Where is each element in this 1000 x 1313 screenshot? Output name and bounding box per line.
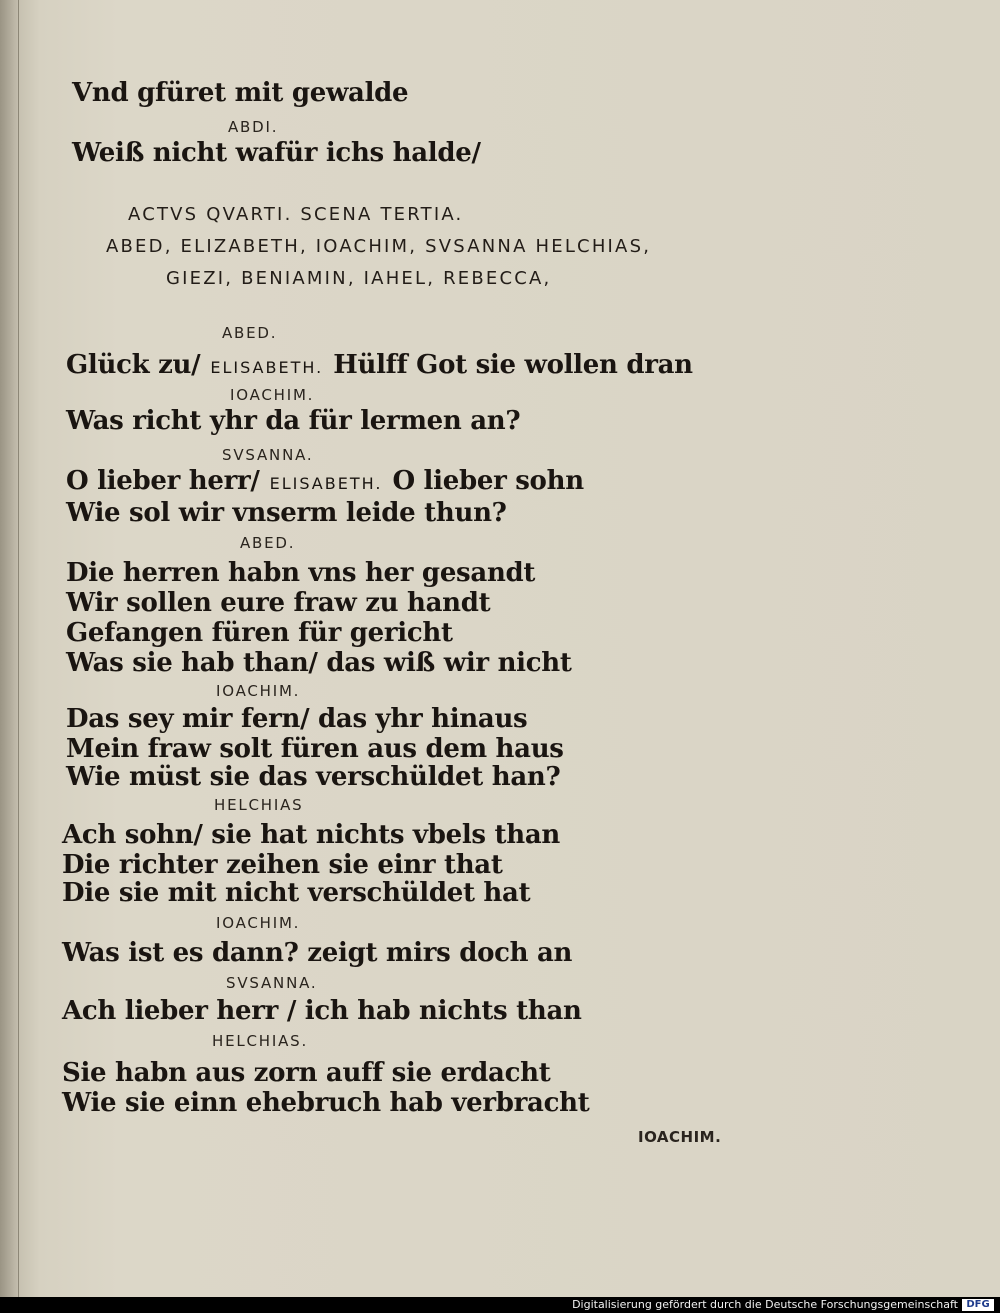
speaker-label: SVSANNA. xyxy=(226,974,318,992)
verse-line: Wie sie einn ehebruch hab verbracht xyxy=(62,1088,590,1118)
verse-text: O lieber sohn xyxy=(392,466,584,496)
verse-text: Glück zu/ xyxy=(66,350,201,380)
verse-line: Vnd gfüret mit gewalde xyxy=(72,78,409,108)
verse-line: Ach sohn/ sie hat nichts vbels than xyxy=(62,820,560,850)
page-gutter xyxy=(0,0,19,1297)
catchword: IOACHIM. xyxy=(638,1128,722,1146)
verse-line: Was sie hab than/ das wiß wir nicht xyxy=(66,648,572,678)
verse-line: Weiß nicht wafür ichs halde/ xyxy=(72,138,481,168)
verse-line xyxy=(66,466,584,496)
verse-line: Was richt yhr da für lermen an? xyxy=(66,406,521,436)
verse-line: Die richter zeihen sie einr that xyxy=(62,850,503,880)
speaker-label: ABDI. xyxy=(228,118,279,136)
speaker-label: ABED. xyxy=(222,324,278,342)
verse-line xyxy=(66,350,693,380)
speaker-label: HELCHIAS xyxy=(214,796,304,814)
verse-text: O lieber herr/ xyxy=(66,466,260,496)
speaker-label: HELCHIAS. xyxy=(212,1032,309,1050)
verse-line: Das sey mir fern/ das yhr hinaus xyxy=(66,704,528,734)
dfg-logo-icon: DFG xyxy=(962,1299,994,1311)
verse-line: Ach lieber herr / ich hab nichts than xyxy=(62,996,582,1026)
funding-credit: Digitalisierung gefördert durch die Deutsche Forschungsgemeinschaft xyxy=(572,1298,958,1311)
verse-line: Was ist es dann? zeigt mirs doch an xyxy=(62,938,573,968)
verse-line: Die sie mit nicht verschüldet hat xyxy=(62,878,531,908)
verse-line: Die herren habn vns her gesandt xyxy=(66,558,536,588)
speaker-label: IOACHIM. xyxy=(230,386,315,404)
verse-line: Wie sol wir vnserm leide thun? xyxy=(66,498,507,528)
inline-speaker-label: ELISABETH. xyxy=(210,358,324,377)
speaker-label: IOACHIM. xyxy=(216,682,301,700)
verse-text: Hülff Got sie wollen dran xyxy=(333,350,693,380)
act-scene-heading: ACTVS QVARTI. SCENA TERTIA. xyxy=(128,204,464,225)
footer-bar xyxy=(0,1297,1000,1313)
verse-line: Sie habn aus zorn auff sie erdacht xyxy=(62,1058,551,1088)
verse-line: Wie müst sie das verschüldet han? xyxy=(66,762,561,792)
speaker-label: ABED. xyxy=(240,534,296,552)
verse-line: Gefangen füren für gericht xyxy=(66,618,453,648)
verse-line: Mein fraw solt füren aus dem haus xyxy=(66,734,564,764)
inline-speaker-label: ELISABETH. xyxy=(269,474,383,493)
speaker-label: IOACHIM. xyxy=(216,914,301,932)
cast-list-line: ABED, ELIZABETH, IOACHIM, SVSANNA HELCHIAS, xyxy=(106,236,652,257)
cast-list-line: GIEZI, BENIAMIN, IAHEL, REBECCA, xyxy=(166,268,552,289)
speaker-label: SVSANNA. xyxy=(222,446,314,464)
verse-line: Wir sollen eure fraw zu handt xyxy=(66,588,491,618)
